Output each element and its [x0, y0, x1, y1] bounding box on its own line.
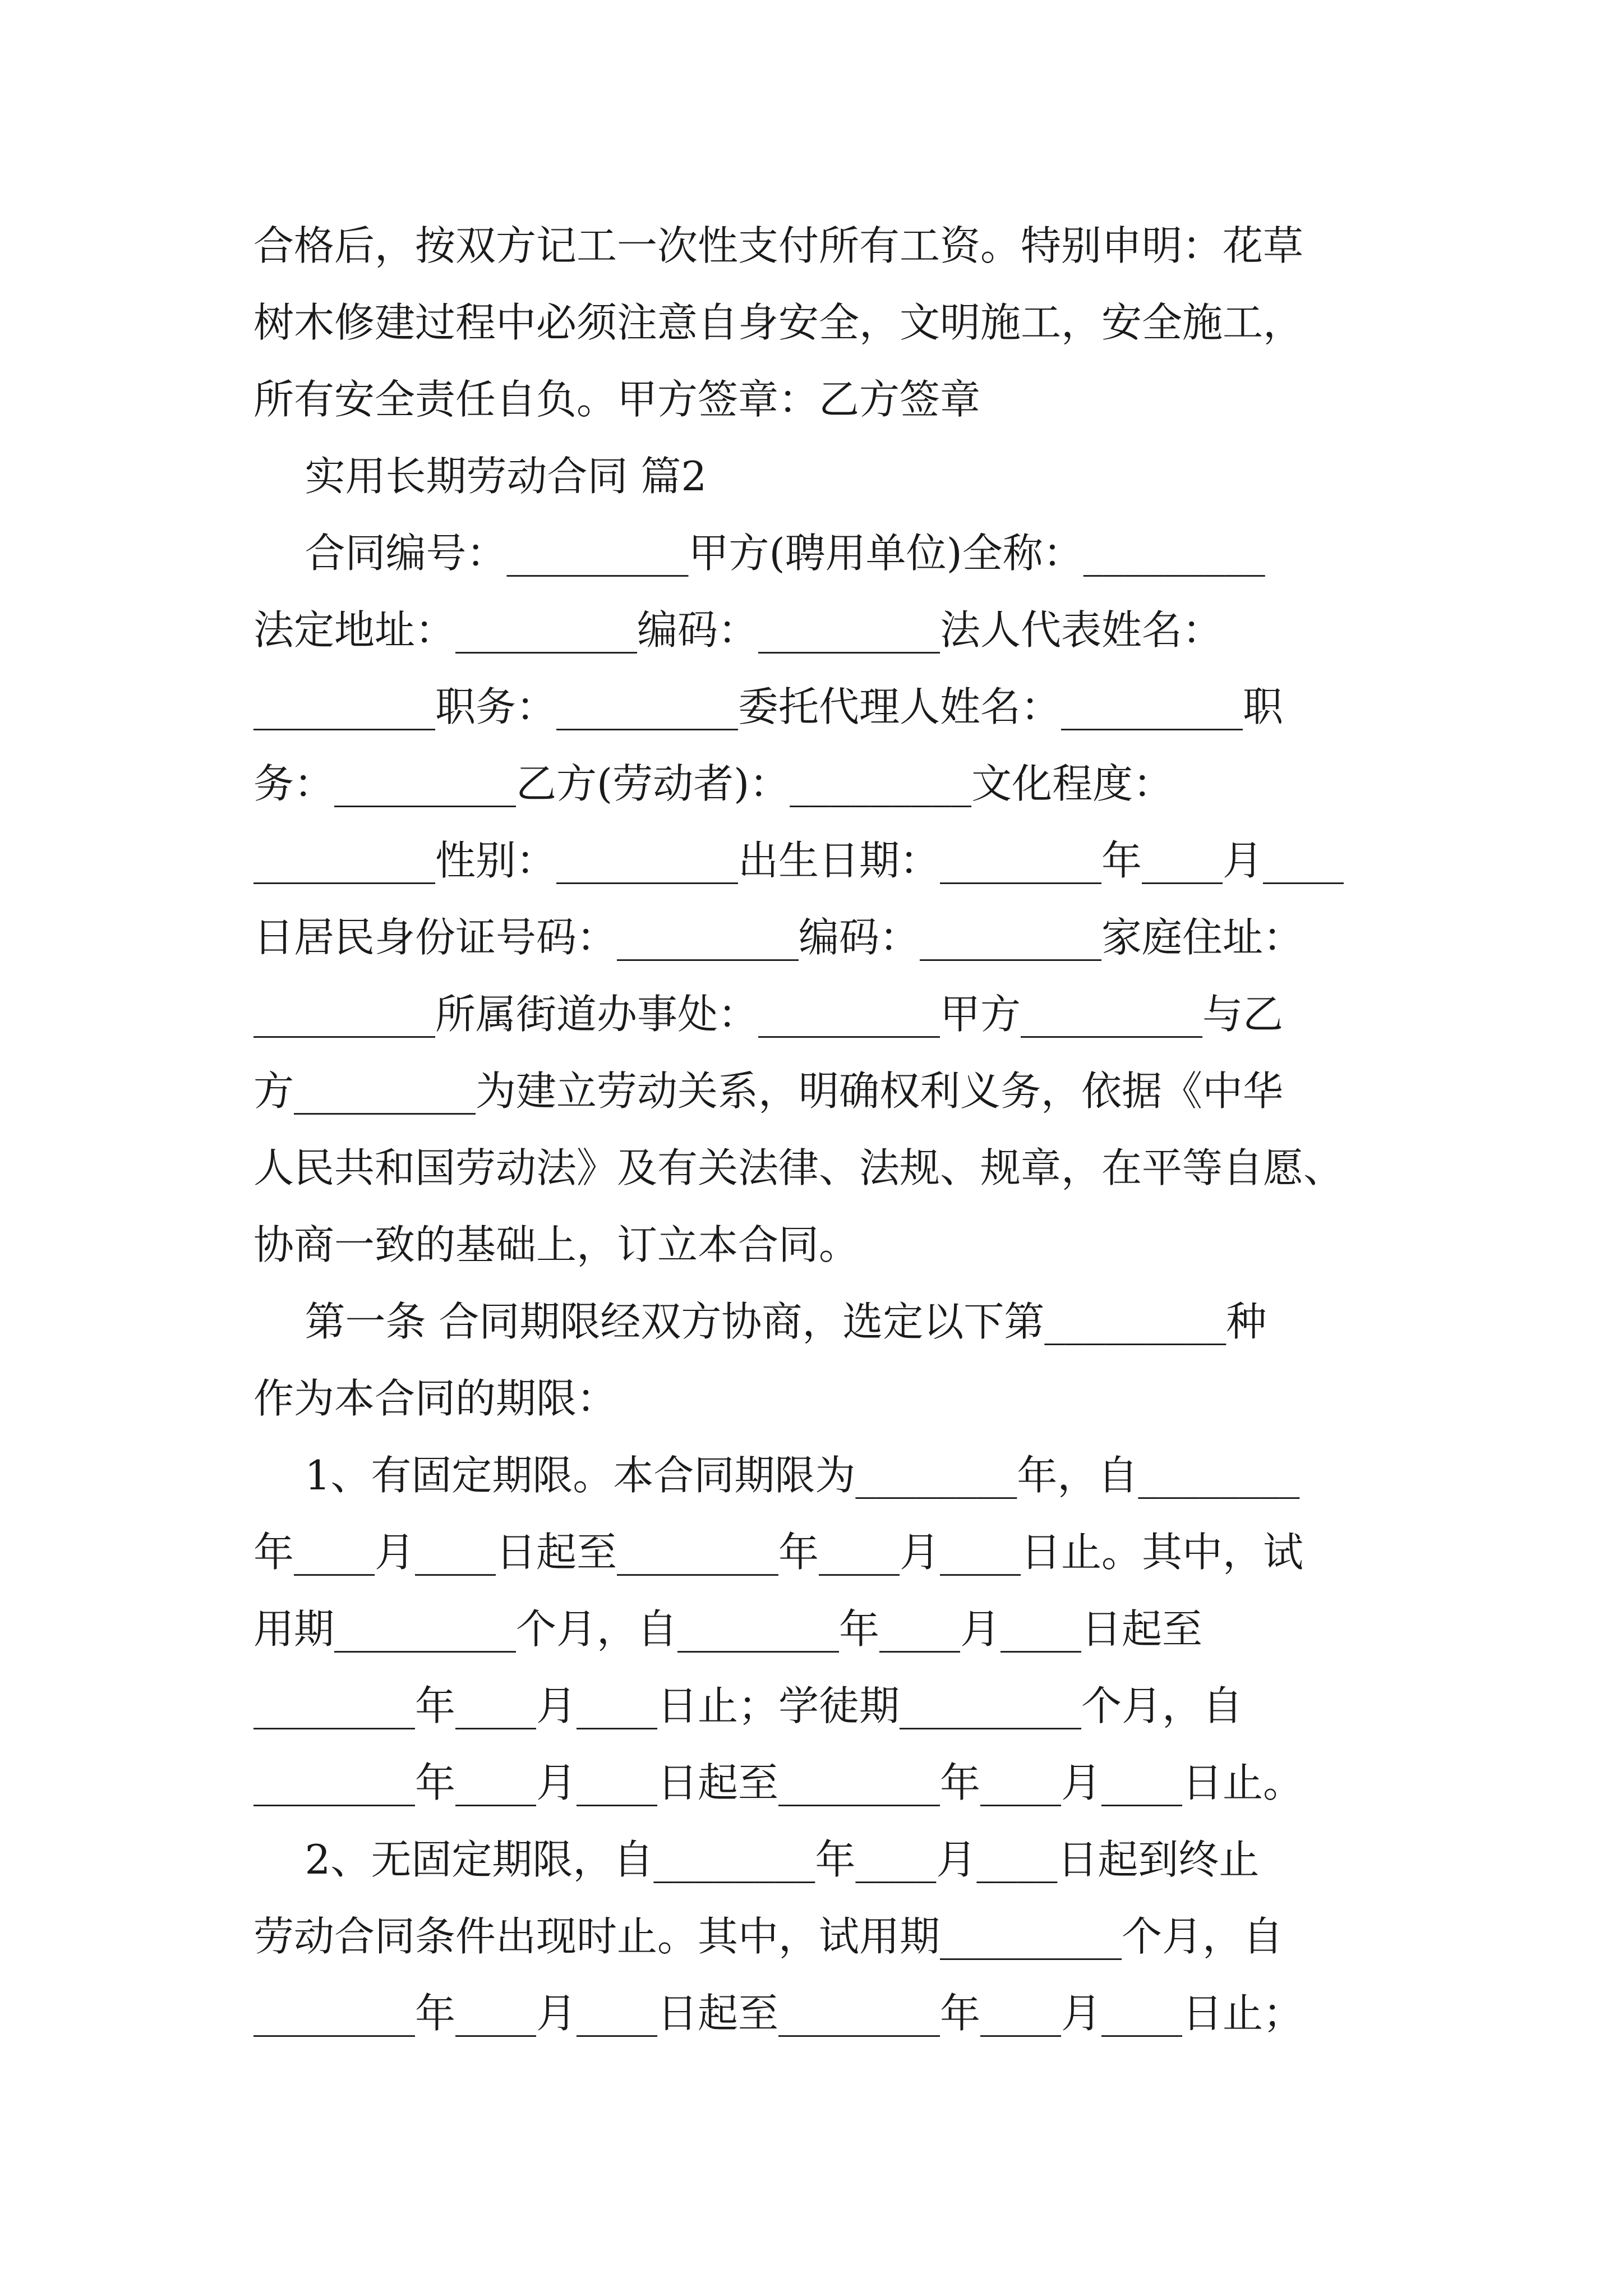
paragraph-line: 方_________为建立劳动关系，明确权利义务，依据《中华: [253, 1068, 1284, 1115]
paragraph-line: 协商一致的基础上，订立本合同。: [253, 1221, 860, 1268]
paragraph-line: 2、无固定期限，自________年____月____日起到终止: [253, 1836, 1260, 1883]
paragraph-line: 所有安全责任自负。甲方签章：乙方签章: [253, 376, 981, 423]
paragraph-line: 合格后，按双方记工一次性支付所有工资。特别申明：花草: [253, 222, 1304, 269]
paragraph-line: 作为本合同的期限：: [253, 1375, 617, 1422]
paragraph-line: 劳动合同条件出现时止。其中，试用期_________个月，自: [253, 1913, 1284, 1960]
paragraph-line: 树木修建过程中必须注意自身安全，文明施工，安全施工，: [253, 299, 1304, 346]
paragraph-line: 人民共和国劳动法》及有关法律、法规、规章，在平等自愿、: [253, 1144, 1344, 1191]
paragraph-line: _________职务：_________委托代理人姓名：_________职: [253, 683, 1284, 730]
section-heading: 实用长期劳动合同 篇2: [253, 453, 707, 500]
paragraph-line: 用期_________个月，自________年____月____日起至: [253, 1605, 1203, 1653]
paragraph-line: 1、有固定期限。本合同期限为________年，自________: [253, 1452, 1300, 1499]
paragraph-line: ________年____月____日起至________年____月____日止。: [253, 1759, 1304, 1806]
paragraph-line: 年____月____日起至________年____月____日止。其中，试: [253, 1529, 1304, 1576]
paragraph-line: 法定地址：_________编码：_________法人代表姓名：: [253, 606, 1223, 654]
paragraph-line: ________年____月____日起至________年____月____日止；: [253, 1990, 1304, 2037]
paragraph-line: _________性别：_________出生日期：________年____月____: [253, 837, 1344, 884]
paragraph-line: ________年____月____日止；学徒期_________个月，自: [253, 1682, 1243, 1729]
paragraph-line: 第一条 合同期限经双方协商，选定以下第_________种: [253, 1298, 1267, 1345]
paragraph-line: _________所属街道办事处：_________甲方_________与乙: [253, 991, 1284, 1038]
paragraph-line: 合同编号：_________甲方(聘用单位)全称：_________: [253, 530, 1265, 577]
paragraph-line: 日居民身份证号码：_________编码：_________家庭住址：: [253, 914, 1304, 961]
paragraph-line: 务：_________乙方(劳动者)：_________文化程度：: [253, 760, 1174, 807]
